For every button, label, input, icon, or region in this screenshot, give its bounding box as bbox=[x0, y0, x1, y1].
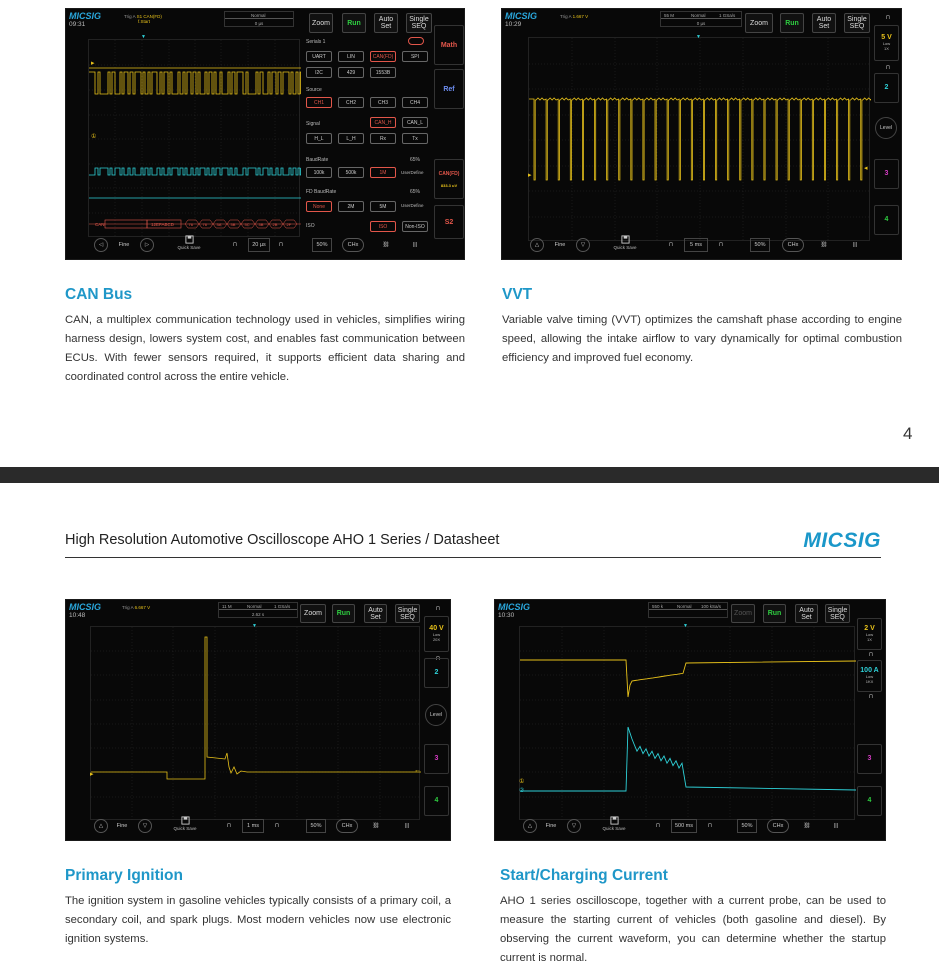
waveform-grid[interactable] bbox=[88, 39, 300, 237]
scope-brand-logo: MICSIG bbox=[505, 11, 538, 21]
baudrate-sample-point: 65% bbox=[410, 157, 421, 163]
ch1-marker[interactable]: ▸ bbox=[90, 771, 94, 778]
quick-save-button[interactable]: Quick Save bbox=[599, 816, 629, 831]
pulse-icon-right[interactable]: ⊓ bbox=[707, 823, 713, 829]
decode-byte: 76 bbox=[202, 222, 207, 227]
card-title-start-charging: Start/Charging Current bbox=[500, 867, 668, 884]
bottom-toolbar bbox=[502, 234, 901, 259]
card-desc-can-bus: CAN, a multiplex communication technology used in vehicles, simplifies wiring harness design, lowers system cost, and enables fast communication between ECUs. With fewer sensors required, it supports efficient data sharing and coordinated control across the entire vehicle. bbox=[65, 314, 465, 383]
ch2-button[interactable]: 2 bbox=[874, 73, 899, 103]
auto-set-button[interactable]: Auto Set bbox=[374, 13, 398, 33]
timebase-value[interactable]: 20 µs bbox=[248, 238, 270, 252]
bottom-toolbar bbox=[66, 815, 450, 840]
decode-byte: 3A bbox=[216, 222, 222, 227]
ignition-waveform-plot bbox=[91, 627, 421, 821]
trigger-position-marker[interactable]: ▼ bbox=[683, 623, 688, 629]
serial-enable-toggle[interactable] bbox=[408, 37, 424, 45]
trigger-level-marker[interactable]: ◂ bbox=[864, 165, 868, 172]
card-title-primary-ignition: Primary Ignition bbox=[65, 867, 183, 884]
pulse-icon-right[interactable]: ⊓ bbox=[274, 823, 280, 829]
save-icon bbox=[181, 816, 190, 825]
ch4-button[interactable]: 4 bbox=[857, 786, 882, 816]
acq-mode: Normal bbox=[251, 13, 266, 18]
timebase-value[interactable]: 1 ms bbox=[242, 819, 264, 833]
trig-level-value: 6.667 V bbox=[134, 605, 151, 610]
card-desc-vvt: Variable valve timing (VVT) optimizes the camshaft phase according to engine speed, allowing the intake airflow to vary dynamically for optimal combustion efficiency and improved fuel economy. bbox=[502, 314, 902, 364]
baud-500k[interactable]: 500k bbox=[338, 167, 364, 178]
signal-h-l[interactable]: H_L bbox=[306, 133, 332, 144]
zoom-button[interactable]: Zoom bbox=[731, 604, 755, 623]
signal-l-h[interactable]: L_H bbox=[338, 133, 364, 144]
auto-set-button[interactable]: Auto Set bbox=[795, 604, 818, 623]
source-ch1[interactable]: CH1 bbox=[306, 97, 332, 108]
ch4-button[interactable]: 4 bbox=[874, 205, 899, 235]
single-seq-button[interactable]: Single SEQ bbox=[395, 604, 420, 623]
serial-panel-title: Serials 1 bbox=[306, 39, 326, 45]
trigger-info[interactable]: Trig A 1.667 V bbox=[560, 14, 589, 19]
scope-brand-logo: MICSIG bbox=[69, 11, 102, 21]
trig-source: A bbox=[132, 14, 136, 19]
card-title-can-bus: CAN Bus bbox=[65, 286, 133, 303]
fine-up-arrow[interactable]: △ bbox=[523, 819, 537, 833]
protocol-i2c[interactable]: I2C bbox=[306, 67, 332, 78]
pulse-icon-right[interactable]: ⊓ bbox=[718, 242, 724, 248]
chx-button[interactable]: CHx bbox=[782, 238, 804, 252]
decode-byte: 76 bbox=[188, 222, 193, 227]
level-knob[interactable]: Level bbox=[875, 117, 897, 139]
pulse-icon[interactable]: ⊓ bbox=[868, 652, 874, 658]
fd-sample-point: 65% bbox=[410, 189, 421, 195]
menu-bars-icon[interactable]: ||| bbox=[404, 823, 410, 829]
trigger-info[interactable]: Trig A 6.667 V bbox=[122, 605, 151, 610]
fine-right-arrow[interactable]: ▷ bbox=[140, 238, 154, 252]
run-button[interactable]: Run bbox=[780, 13, 804, 33]
ch3-button[interactable]: 3 bbox=[874, 159, 899, 189]
trigger-position-marker[interactable]: ▼ bbox=[252, 623, 257, 629]
doc-logo: MICSIG bbox=[803, 529, 881, 552]
chx-button[interactable]: CHx bbox=[767, 819, 789, 833]
scope-clock: 10:29 bbox=[505, 21, 522, 28]
iso-option[interactable]: ISO bbox=[370, 221, 396, 232]
zoom-percent[interactable]: 50% bbox=[306, 819, 326, 833]
ch2-marker[interactable]: ② bbox=[519, 788, 525, 794]
zoom-button[interactable]: Zoom bbox=[309, 13, 333, 33]
oscilloscope-screen-primary-ignition bbox=[65, 599, 451, 841]
page-divider bbox=[0, 467, 939, 483]
baudrate-label: BaudRate bbox=[306, 157, 329, 163]
ch2-settings[interactable]: 100 A Low 1KX bbox=[857, 660, 882, 692]
trigger-position-marker[interactable]: ▼ bbox=[696, 34, 701, 40]
ch1-marker[interactable]: ① bbox=[519, 779, 525, 785]
fd-baud-5m[interactable]: 5M bbox=[370, 201, 396, 212]
ch2-button[interactable]: 2 bbox=[424, 658, 449, 688]
save-icon bbox=[621, 235, 630, 244]
timebase-indicator[interactable]: 11 M Normal 1 GSa/s 2.62 s bbox=[218, 602, 298, 618]
car-icon[interactable]: ⛓ bbox=[803, 823, 811, 829]
chx-button[interactable]: CHx bbox=[342, 238, 364, 252]
quick-save-button[interactable]: Quick Save bbox=[174, 235, 204, 250]
baud-100k[interactable]: 100k bbox=[306, 167, 332, 178]
fd-baud-none[interactable]: None bbox=[306, 201, 332, 212]
trigger-edge-icon[interactable]: ⊓ bbox=[885, 15, 891, 21]
run-button[interactable]: Run bbox=[342, 13, 366, 33]
fine-label: Fine bbox=[116, 823, 128, 829]
protocol-lin[interactable]: LIN bbox=[338, 51, 364, 62]
level-knob[interactable]: Level bbox=[425, 704, 447, 726]
doc-title: High Resolution Automotive Oscilloscope AHO 1 Series / Datasheet bbox=[65, 532, 500, 548]
ch1-settings[interactable]: 5 V Low 1X bbox=[874, 25, 899, 61]
timebase-indicator[interactable]: 55 M Normal 1 GSa/s 0 µs bbox=[660, 11, 742, 27]
trig-level-value: 1.667 V bbox=[572, 14, 589, 19]
baud-1m[interactable]: 1M bbox=[370, 167, 396, 178]
ch3-button[interactable]: 3 bbox=[857, 744, 882, 774]
waveform-grid[interactable] bbox=[90, 626, 420, 820]
scope-clock: 09:31 bbox=[69, 21, 86, 28]
single-seq-button[interactable]: Single SEQ bbox=[406, 13, 432, 33]
fine-up-arrow[interactable]: △ bbox=[94, 819, 108, 833]
trigger-edge-icon[interactable]: ⊓ bbox=[435, 606, 441, 612]
iso-label: ISO bbox=[306, 223, 315, 229]
pulse-icon[interactable]: ⊓ bbox=[885, 65, 891, 71]
canfd-bus-button[interactable]: CAN(FD) 833.3 uV bbox=[434, 159, 464, 199]
pulse-icon-left[interactable]: ⊓ bbox=[226, 823, 232, 829]
fine-label: Fine bbox=[545, 823, 557, 829]
s2-button[interactable]: S2 bbox=[434, 205, 464, 239]
pulse-icon-left[interactable]: ⊓ bbox=[668, 242, 674, 248]
pulse-icon-left[interactable]: ⊓ bbox=[655, 823, 661, 829]
pulse-icon-right[interactable]: ⊓ bbox=[278, 242, 284, 248]
save-icon bbox=[185, 235, 194, 244]
auto-set-button[interactable]: Auto Set bbox=[364, 604, 387, 623]
source-ch2[interactable]: CH2 bbox=[338, 97, 364, 108]
card-title-vvt: VVT bbox=[502, 286, 533, 303]
decode-frame-id: 12EFABCD bbox=[151, 222, 175, 227]
pulse-icon-left[interactable]: ⊓ bbox=[232, 242, 238, 248]
doc-header bbox=[65, 530, 881, 558]
current-waveform-plot bbox=[520, 627, 856, 821]
scope-clock: 10:30 bbox=[498, 612, 515, 619]
protocol-429[interactable]: 429 bbox=[338, 67, 364, 78]
oscilloscope-screen-can-bus bbox=[65, 8, 465, 260]
save-icon bbox=[610, 816, 619, 825]
quick-save-button[interactable]: Quick Save bbox=[170, 816, 200, 831]
decode-byte: 3B bbox=[230, 222, 236, 227]
run-button[interactable]: Run bbox=[763, 604, 786, 623]
trig-mode: S1 CAN(FD) bbox=[136, 14, 162, 19]
oscilloscope-screen-vvt bbox=[501, 8, 902, 260]
timebase-indicator[interactable]: 550 k Normal 100 kSa/s bbox=[648, 602, 728, 618]
math-button[interactable]: Math bbox=[434, 25, 464, 65]
card-desc-primary-ignition: The ignition system in gasoline vehicles typically consists of a primary coil, a secondary coil, and spark plugs. Most modern vehicles now use electronic ignition systems. bbox=[65, 895, 451, 945]
protocol-uart[interactable]: UART bbox=[306, 51, 332, 62]
fd-user-define[interactable]: UserDefine bbox=[401, 203, 424, 208]
ch2-marker[interactable]: ① bbox=[91, 134, 97, 140]
ch1-marker[interactable]: ▸ bbox=[528, 172, 532, 179]
waveform-grid[interactable] bbox=[519, 626, 855, 820]
page-number: 4 bbox=[903, 424, 913, 443]
ch1-settings[interactable]: 2 V Low 1X bbox=[857, 618, 882, 650]
car-icon[interactable]: ⛓ bbox=[372, 823, 380, 829]
zoom-button[interactable]: Zoom bbox=[300, 604, 326, 623]
auto-set-button[interactable]: Auto Set bbox=[812, 13, 836, 33]
trigger-delay: 0 µs bbox=[254, 21, 264, 26]
menu-bars-icon[interactable]: ||| bbox=[852, 242, 858, 248]
scope-brand-logo: MICSIG bbox=[498, 602, 531, 612]
timebase-value[interactable]: 500 ms bbox=[671, 819, 697, 833]
protocol-1553b[interactable]: 1553B bbox=[370, 67, 396, 78]
signal-can-h[interactable]: CAN_H bbox=[370, 117, 396, 128]
ref-button[interactable]: Ref bbox=[434, 69, 464, 109]
source-ch4[interactable]: CH4 bbox=[402, 97, 428, 108]
timebase-value[interactable]: 5 ms bbox=[684, 238, 708, 252]
trig-condition: f.Start bbox=[138, 19, 151, 24]
ch1-settings[interactable]: 40 V Low 20X bbox=[424, 616, 449, 652]
vvt-waveform-plot bbox=[529, 38, 871, 242]
menu-bars-icon[interactable]: ||| bbox=[412, 242, 418, 248]
car-icon[interactable]: ⛓ bbox=[382, 242, 390, 248]
bottom-toolbar bbox=[66, 234, 464, 259]
scope-clock: 10:48 bbox=[69, 612, 86, 619]
decode-byte: 3B bbox=[258, 222, 264, 227]
fine-label: Fine bbox=[554, 242, 566, 248]
fine-up-arrow[interactable]: △ bbox=[530, 238, 544, 252]
run-button[interactable]: Run bbox=[332, 604, 355, 623]
signal-tx[interactable]: Tx bbox=[402, 133, 428, 144]
quick-save-button[interactable]: Quick Save bbox=[610, 235, 640, 250]
fine-left-arrow[interactable]: ◁ bbox=[94, 238, 108, 252]
signal-label: Signal bbox=[306, 121, 320, 127]
trigger-level-marker[interactable]: ← bbox=[414, 767, 421, 774]
car-icon[interactable]: ⛓ bbox=[820, 242, 828, 248]
trigger-position-marker[interactable]: ▼ bbox=[141, 34, 146, 40]
menu-bars-icon[interactable]: ||| bbox=[833, 823, 839, 829]
fine-label: Fine bbox=[118, 242, 130, 248]
source-label: Source bbox=[306, 87, 322, 93]
serial-settings-panel bbox=[304, 39, 433, 239]
decode-byte: 3C bbox=[244, 222, 250, 227]
pulse-icon-2[interactable]: ⊓ bbox=[868, 694, 874, 700]
waveform-grid[interactable] bbox=[528, 37, 870, 241]
trigger-info[interactable] bbox=[124, 14, 162, 24]
scope-brand-logo: MICSIG bbox=[69, 602, 102, 612]
ch4-button[interactable]: 4 bbox=[424, 786, 449, 816]
decode-byte: 2B bbox=[272, 222, 278, 227]
fd-baudrate-label: FD BaudRate bbox=[306, 189, 337, 195]
card-desc-start-charging: AHO 1 series oscilloscope, together with a current probe, can be used to measure the starting current of vehicles (both gasoline and diesel). By observing the current waveform, you can determine whether the startup current is normal. bbox=[500, 895, 886, 964]
non-iso-option[interactable]: Non-ISO bbox=[402, 221, 428, 232]
decode-byte: 2F bbox=[286, 222, 292, 227]
signal-can-l[interactable]: CAN_L bbox=[402, 117, 428, 128]
single-seq-button[interactable]: Single SEQ bbox=[825, 604, 850, 623]
fine-down-arrow[interactable]: ▽ bbox=[138, 819, 152, 833]
protocol-spi[interactable]: SPI bbox=[402, 51, 428, 62]
timebase-indicator[interactable] bbox=[224, 11, 294, 27]
decode-label: CAN bbox=[95, 222, 105, 227]
chx-button[interactable]: CHx bbox=[336, 819, 358, 833]
fine-down-arrow[interactable]: ▽ bbox=[576, 238, 590, 252]
zoom-button[interactable]: Zoom bbox=[745, 13, 773, 33]
single-seq-button[interactable]: Single SEQ bbox=[844, 13, 870, 33]
fd-baud-2m[interactable]: 2M bbox=[338, 201, 364, 212]
oscilloscope-screen-start-charging bbox=[494, 599, 886, 841]
pulse-icon[interactable]: ⊓ bbox=[435, 656, 441, 662]
signal-rx[interactable]: Rx bbox=[370, 133, 396, 144]
protocol-canfd[interactable]: CAN(FD) bbox=[370, 51, 396, 62]
source-ch3[interactable]: CH3 bbox=[370, 97, 396, 108]
ch1-marker[interactable]: ▸ bbox=[91, 60, 95, 67]
zoom-percent[interactable]: 50% bbox=[750, 238, 770, 252]
ch3-button[interactable]: 3 bbox=[424, 744, 449, 774]
can-waveform-plot bbox=[89, 40, 301, 238]
fine-down-arrow[interactable]: ▽ bbox=[567, 819, 581, 833]
zoom-percent[interactable]: 50% bbox=[312, 238, 332, 252]
zoom-percent[interactable]: 50% bbox=[737, 819, 757, 833]
baud-user-define[interactable]: UserDefine bbox=[401, 170, 424, 175]
bottom-toolbar bbox=[495, 815, 885, 840]
trig-label: Trig bbox=[124, 14, 132, 19]
